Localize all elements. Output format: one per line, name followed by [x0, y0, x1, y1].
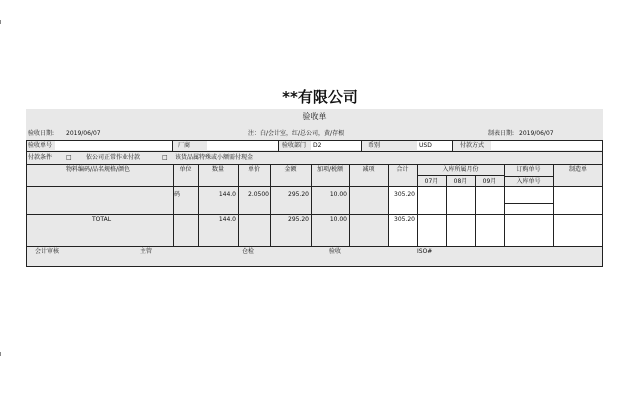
dept-label: 验收部门	[282, 142, 307, 149]
po-cell	[504, 186, 553, 246]
col-total: 合计	[396, 166, 409, 173]
col-po-no: 订购单号	[516, 166, 541, 173]
total-tax: 10.00	[329, 216, 347, 223]
col-month-07: 07月	[424, 178, 439, 185]
col-deduct: 减项	[362, 166, 375, 173]
item-price: 2.0500	[248, 191, 269, 198]
form-title: 验收单	[302, 112, 327, 121]
receipt-no-label: 验收单号	[28, 142, 53, 149]
col-price: 单价	[247, 166, 260, 173]
col-stock-month: 入库所属月份	[442, 166, 479, 173]
col-maker: 制造单	[568, 166, 587, 173]
report-date-label: 制表日期:	[488, 130, 515, 137]
payment-method-cell[interactable]	[491, 141, 603, 150]
sig-iso: ISO#	[417, 248, 433, 255]
sig-accounting: 会计审核	[35, 248, 60, 255]
receipt-date-label: 验收日期:	[28, 130, 55, 137]
currency-label: 币别	[368, 142, 381, 149]
company-name: **有限公司	[282, 88, 358, 106]
col-amount: 金额	[284, 166, 297, 173]
receipt-no-cell[interactable]	[55, 141, 172, 150]
col-unit: 单位	[179, 166, 192, 173]
option-normal-payment: 依公司正常作业付款	[86, 154, 141, 161]
report-date-value: 2019/06/07	[519, 130, 554, 137]
sig-manager: 主管	[140, 248, 153, 255]
receipt-form	[26, 109, 603, 267]
stock-months-cell	[417, 186, 504, 246]
item-tax: 10.00	[329, 191, 347, 198]
receipt-date-value: 2019/06/07	[66, 130, 101, 137]
total-qty: 144.0	[218, 216, 236, 223]
maker-cell	[553, 186, 603, 246]
currency-value: USD	[419, 142, 432, 149]
option-cash-payment: 该货品属特殊或小额需付现金	[175, 154, 254, 161]
item-total: 305.20	[394, 191, 415, 198]
payment-terms-label: 付款条件	[28, 154, 53, 161]
copy-note: 注：白/会计室，红/总公司，黄/存根	[248, 130, 345, 137]
sig-warehouse: 仓检	[242, 248, 255, 255]
col-month-08: 08月	[453, 178, 468, 185]
item-unit: 码	[174, 191, 181, 198]
total-label: TOTAL	[92, 216, 112, 223]
item-qty: 144.0	[218, 191, 236, 198]
col-stock-no: 入库单号	[516, 178, 541, 185]
checkbox-cash-payment[interactable]: □	[162, 154, 168, 161]
vendor-label: 厂商	[178, 142, 191, 149]
col-item: 物料编码/品名规格/颜色	[66, 166, 131, 173]
sig-inspection: 验收	[329, 248, 342, 255]
col-month-09: 09月	[482, 178, 497, 185]
payment-method-label: 付款方式	[460, 142, 485, 149]
item-amount: 295.20	[288, 191, 309, 198]
total-total: 305.20	[394, 216, 415, 223]
total-amount: 295.20	[288, 216, 309, 223]
checkbox-normal-payment[interactable]: □	[66, 154, 72, 161]
col-qty: 数量	[211, 166, 224, 173]
col-tax: 加项/税额	[316, 166, 344, 173]
dept-value: D2	[313, 142, 322, 149]
vendor-cell[interactable]	[207, 141, 278, 150]
